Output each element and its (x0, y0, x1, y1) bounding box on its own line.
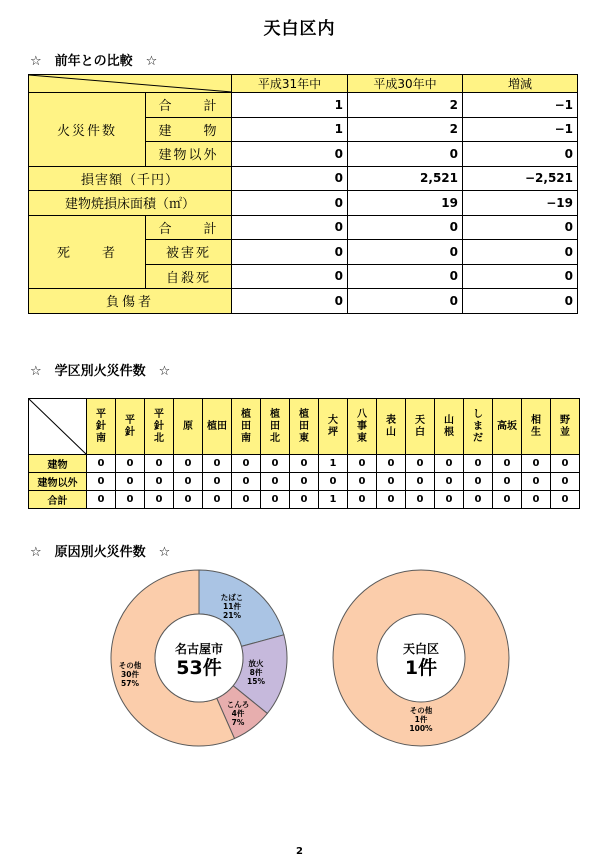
cell: 0 (377, 491, 406, 509)
slice-label-pct: 15% (247, 677, 265, 686)
district-col-header (203, 399, 232, 455)
cell: 0 (493, 491, 522, 509)
district-col-header (232, 399, 261, 455)
cell: 0 (348, 289, 463, 314)
cell: 0 (493, 455, 522, 473)
cell: 0 (232, 166, 348, 191)
cell: 0 (203, 473, 232, 491)
row-label: 建 物 (146, 117, 232, 142)
district-col-label: 天 白 (415, 414, 425, 438)
cell: 0 (522, 473, 551, 491)
district-col-label: 高坂 (497, 420, 517, 432)
cell: 0 (406, 455, 435, 473)
cell: 0 (406, 491, 435, 509)
district-col-header (319, 399, 348, 455)
cell: 0 (493, 473, 522, 491)
cell: 0 (551, 473, 580, 491)
district-col-label: 大 坪 (328, 414, 338, 438)
district-col-label: 八 事 東 (357, 408, 367, 444)
row-label: 建物以外 (146, 142, 232, 167)
district-col-label: 原 (183, 420, 193, 432)
cell: −1 (463, 93, 578, 118)
cell: 0 (406, 473, 435, 491)
table-row (29, 455, 580, 473)
table-row (29, 491, 580, 509)
cell: 0 (116, 491, 145, 509)
cell: 0 (145, 473, 174, 491)
cell: 0 (87, 473, 116, 491)
cell: 0 (116, 455, 145, 473)
table-row (29, 289, 578, 314)
page-title: 天白区内 (263, 19, 336, 39)
cell: 0 (116, 473, 145, 491)
cell: 0 (232, 473, 261, 491)
cell: 2,521 (348, 166, 463, 191)
col-header: 増減 (463, 75, 578, 93)
page-number: 2 (296, 846, 303, 857)
section-heading-cause: ☆ 原因別火災件数 ☆ (30, 545, 171, 560)
cell: 0 (232, 455, 261, 473)
row-label: 被害死 (146, 240, 232, 265)
cell: 0 (348, 491, 377, 509)
table-row (29, 191, 578, 216)
cell: 0 (348, 473, 377, 491)
cell: 0 (377, 455, 406, 473)
cell: 0 (145, 455, 174, 473)
cell: 0 (348, 142, 463, 167)
district-col-header (464, 399, 493, 455)
group-label-fire: 火災件数 (29, 93, 146, 167)
cell: 0 (87, 455, 116, 473)
cell: 0 (232, 491, 261, 509)
cell: 0 (319, 473, 348, 491)
row-label: 負傷者 (29, 289, 232, 314)
slice-label-count: 1件 (414, 715, 428, 724)
table-row (29, 215, 578, 240)
district-col-header (406, 399, 435, 455)
slice-label (221, 592, 244, 620)
row-label: 建物以外 (29, 473, 87, 491)
row-label: 合計 (29, 491, 87, 509)
cell: −2,521 (463, 166, 578, 191)
slice-label-count: 8件 (249, 668, 263, 677)
cell: 0 (463, 240, 578, 265)
cell: −1 (463, 117, 578, 142)
section-heading-compare: ☆ 前年との比較 ☆ (30, 54, 158, 69)
district-col-label: 山 根 (444, 414, 454, 438)
cell: 0 (232, 240, 348, 265)
diagonal-line (29, 399, 87, 455)
cell: 0 (232, 264, 348, 289)
district-header-row (29, 399, 580, 455)
slice-label-name: 放火 (248, 659, 264, 668)
row-label: 合 計 (146, 93, 232, 118)
slice-label-count: 11件 (223, 602, 241, 611)
cell: 0 (87, 491, 116, 509)
district-col-label: 植 田 北 (270, 408, 280, 444)
cell: 0 (290, 455, 319, 473)
cell: 0 (174, 473, 203, 491)
district-col-header (377, 399, 406, 455)
district-col-label: 野 並 (560, 414, 570, 438)
cell: 0 (145, 491, 174, 509)
cell: −19 (463, 191, 578, 216)
cell: 0 (435, 473, 464, 491)
district-col-label: 平 針 (125, 414, 135, 438)
cell: 0 (232, 289, 348, 314)
cell: 0 (261, 491, 290, 509)
district-col-header (87, 399, 116, 455)
cell: 0 (551, 491, 580, 509)
table-row (29, 93, 578, 118)
district-col-label: 植 田 南 (241, 408, 251, 444)
slice-label-name: その他 (118, 661, 142, 670)
slice-label-name: こんろ (226, 700, 250, 709)
cell: 0 (290, 491, 319, 509)
district-col-header (522, 399, 551, 455)
cell: 0 (463, 289, 578, 314)
table-row (29, 473, 580, 491)
cell: 0 (174, 491, 203, 509)
center-label: 天白区 (402, 642, 440, 656)
cell: 19 (348, 191, 463, 216)
district-col-header (174, 399, 203, 455)
cell: 0 (348, 264, 463, 289)
col-header: 平成30年中 (348, 75, 463, 93)
cell: 0 (203, 455, 232, 473)
district-col-header (116, 399, 145, 455)
center-value: 53件 (176, 657, 222, 679)
cell: 0 (203, 491, 232, 509)
district-col-label: 表 山 (386, 414, 396, 438)
cell: 0 (290, 473, 319, 491)
cell: 0 (348, 455, 377, 473)
district-col-label: 植 田 東 (299, 408, 309, 444)
slice-label-count: 4件 (231, 709, 245, 718)
donut-chart-tenpaku (330, 567, 512, 749)
slice-label-pct: 57% (121, 679, 139, 688)
row-label: 合 計 (146, 215, 232, 240)
center-label: 名古屋市 (174, 642, 224, 656)
district-col-label: 相 生 (531, 414, 541, 438)
cell: 0 (348, 215, 463, 240)
diagonal-line (29, 75, 232, 92)
group-label-death: 死 者 (29, 215, 146, 289)
district-col-header (551, 399, 580, 455)
district-table (28, 398, 580, 509)
cell: 0 (435, 455, 464, 473)
cell: 0 (261, 455, 290, 473)
cell: 0 (522, 455, 551, 473)
cell: 1 (319, 455, 348, 473)
table-row (29, 166, 578, 191)
district-col-header (145, 399, 174, 455)
cell: 0 (232, 142, 348, 167)
cell: 0 (232, 215, 348, 240)
col-header: 平成31年中 (232, 75, 348, 93)
slice-label-name: その他 (409, 706, 433, 715)
slice-label-pct: 7% (231, 718, 245, 727)
section-heading-district: ☆ 学区別火災件数 ☆ (30, 364, 171, 379)
cell: 1 (232, 93, 348, 118)
slice-label (119, 660, 142, 688)
district-col-header (348, 399, 377, 455)
cell: 0 (464, 491, 493, 509)
cell: 0 (464, 455, 493, 473)
cell: 0 (551, 455, 580, 473)
cell: 0 (464, 473, 493, 491)
slice-label-name: たばこ (220, 593, 244, 602)
cell: 0 (463, 215, 578, 240)
cell: 0 (174, 455, 203, 473)
district-col-header (493, 399, 522, 455)
cell: 0 (377, 473, 406, 491)
district-col-header (290, 399, 319, 455)
comparison-table (28, 74, 578, 314)
row-label: 損害額（千円） (29, 166, 232, 191)
district-col-header (261, 399, 290, 455)
slice-label-pct: 21% (223, 611, 241, 620)
cell: 1 (319, 491, 348, 509)
cell: 0 (435, 491, 464, 509)
center-value: 1件 (404, 657, 438, 679)
cell: 0 (348, 240, 463, 265)
donut-chart-nagoya (108, 567, 290, 749)
district-col-label: 植田 (207, 420, 227, 432)
table-corner (29, 75, 232, 93)
cell: 1 (232, 117, 348, 142)
district-col-label: 平 針 南 (96, 408, 106, 444)
district-col-label: し ま だ (473, 408, 483, 444)
district-col-header (435, 399, 464, 455)
cell: 0 (232, 191, 348, 216)
row-label: 建物 (29, 455, 87, 473)
cell: 0 (463, 142, 578, 167)
row-label: 自殺死 (146, 264, 232, 289)
district-col-label: 平 針 北 (154, 408, 164, 444)
cell: 0 (463, 264, 578, 289)
cell: 2 (348, 117, 463, 142)
cell: 2 (348, 93, 463, 118)
table-corner (29, 399, 87, 455)
cell: 0 (522, 491, 551, 509)
cell: 0 (261, 473, 290, 491)
slice-label-pct: 100% (409, 724, 433, 733)
row-label: 建物焼損床面積（㎡） (29, 191, 232, 216)
slice-label-count: 30件 (121, 670, 139, 679)
